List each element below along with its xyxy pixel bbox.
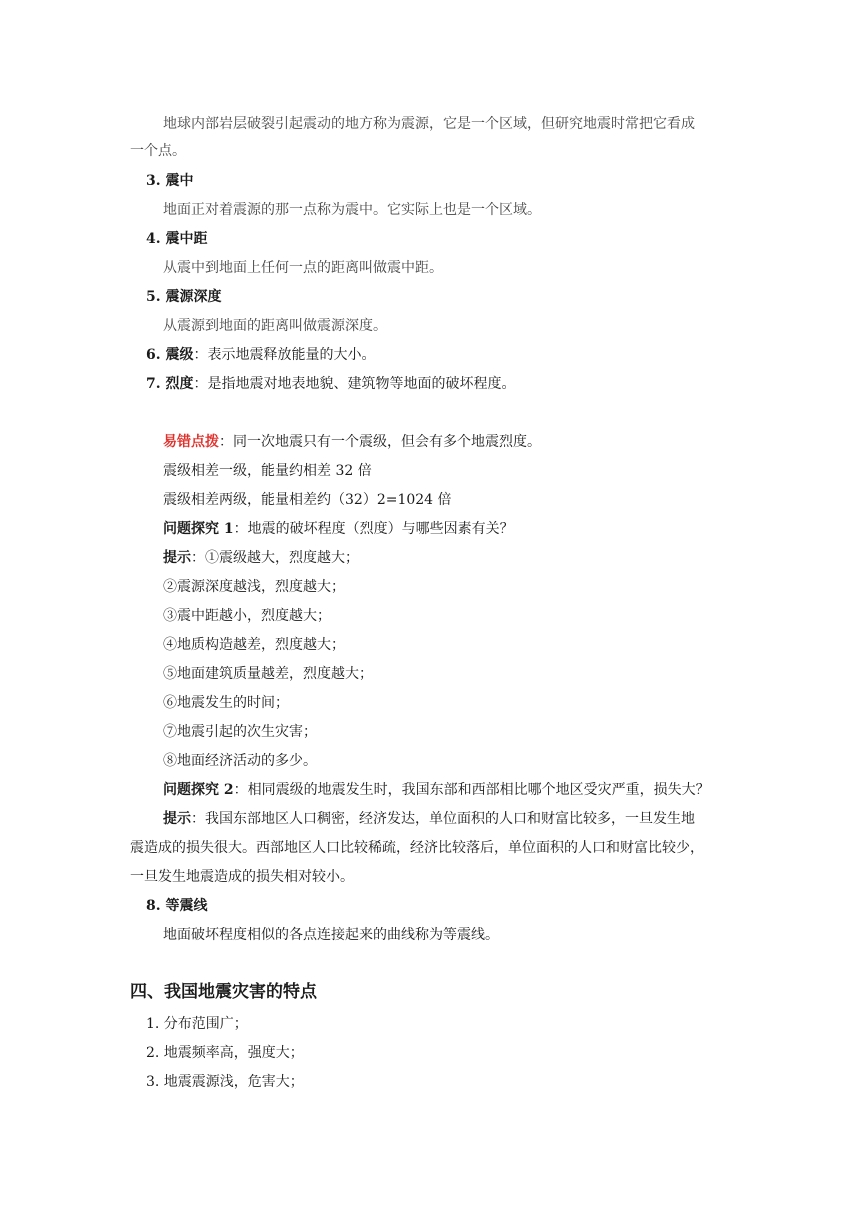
hint-item-1: ：①震级越大，烈度越大； [191, 550, 359, 566]
answer-line-1 [163, 809, 695, 829]
intensity-text: ：是指地震对地表地貌、建筑物等地面的破坏程度。 [193, 376, 516, 392]
tip-label: 易错点拨 [163, 434, 219, 450]
paragraph-focus-line2: 一个点。 [130, 143, 186, 159]
paragraph-epicenter: 地面正对着震源的那一点称为震中。它实际上也是一个区域。 [163, 202, 541, 218]
hint-item-4: ④地质构造越差，烈度越大； [163, 637, 345, 653]
hint-item-6: ⑥地震发生的时间； [163, 695, 289, 711]
question-2-text: ：相同震级的地震发生时，我国东部和西部相比哪个地区受灾严重，损失大？ [233, 782, 710, 798]
tip-text: ：同一次地震只有一个震级，但会有多个地震烈度。 [219, 434, 541, 450]
paragraph-focus-line1: 地球内部岩层破裂引起震动的地方称为震源，它是一个区域，但研究地震时常把它看成 [163, 116, 695, 132]
paragraph-isoseismal: 地面破坏程度相似的各点连接起来的曲线称为等震线。 [163, 927, 499, 943]
question-1-label: 问题探究 1 [163, 521, 234, 537]
heading-focal-depth: 5. 震源深度 [146, 289, 222, 305]
hint-item-7: ⑦地震引起的次生灾害； [163, 724, 317, 740]
hint-1-line [163, 548, 359, 568]
heading-epicenter: 3. 震中 [146, 173, 194, 189]
intensity-label: 7. 烈度 [146, 376, 194, 392]
paragraph-focal-depth: 从震源到地面的距离叫做震源深度。 [163, 318, 387, 334]
heading-epicentral-distance: 4. 震中距 [146, 231, 208, 247]
question-2-label: 问题探究 2 [163, 782, 234, 798]
hint-label: 提示 [163, 550, 191, 566]
answer-line-2: 震造成的损失很大。西部地区人口比较稀疏，经济比较落后，单位面积的人口和财富比较少， [130, 840, 704, 856]
section-heading-4: 四、我国地震灾害的特点 [130, 982, 317, 1002]
heading-isoseismal: 8. 等震线 [146, 898, 208, 914]
magnitude-line [146, 345, 376, 365]
question-1 [163, 519, 514, 539]
answer-line-3: 一旦发生地震造成的损失相对较小。 [130, 869, 354, 885]
tip-line [163, 432, 541, 452]
hint-item-2: ②震源深度越浅，烈度越大； [163, 579, 345, 595]
hint-2-label: 提示 [163, 811, 191, 827]
intensity-line [146, 374, 516, 394]
hint-item-3: ③震中距越小，烈度越大； [163, 608, 331, 624]
magnitude-text: ：表示地震释放能量的大小。 [193, 347, 376, 363]
question-1-text: ：地震的破坏程度（烈度）与哪些因素有关？ [233, 521, 514, 537]
list-item-3: 3. 地震震源浅，危害大； [146, 1074, 304, 1090]
question-2 [163, 780, 710, 800]
magnitude-diff-1: 震级相差一级，能量约相差 32 倍 [163, 463, 372, 479]
list-item-1: 1. 分布范围广； [146, 1016, 248, 1032]
magnitude-label: 6. 震级 [146, 347, 194, 363]
list-item-2: 2. 地震频率高，强度大； [146, 1045, 304, 1061]
hint-item-5: ⑤地面建筑质量越差，烈度越大； [163, 666, 373, 682]
magnitude-diff-2: 震级相差两级，能量相差约（32）2=1024 倍 [163, 492, 452, 508]
answer-text-1: ：我国东部地区人口稠密，经济发达，单位面积的人口和财富比较多，一旦发生地 [191, 811, 695, 827]
paragraph-epicentral-distance: 从震中到地面上任何一点的距离叫做震中距。 [163, 260, 443, 276]
hint-item-8: ⑧地面经济活动的多少。 [163, 753, 317, 769]
